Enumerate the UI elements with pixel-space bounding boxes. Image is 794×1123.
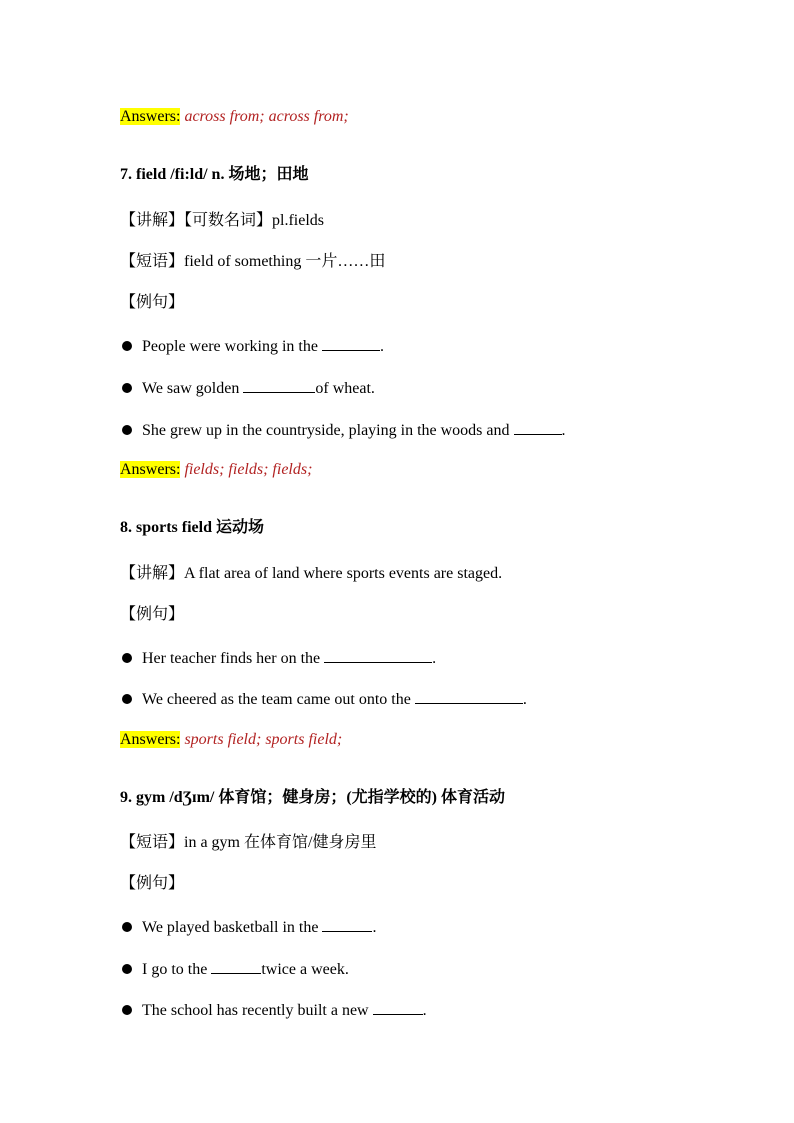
bullet-icon xyxy=(122,383,132,393)
fill-blank xyxy=(322,334,380,351)
entry-explain-sports-field: 【讲解】A flat area of land where sports events are staged. xyxy=(120,565,503,582)
entry-heading-sports-field: 8. sports field 运动场 xyxy=(120,519,265,536)
example-sentence: She grew up in the countryside, playing in the woods and . xyxy=(122,418,566,442)
entry-phrase-field: 【短语】field of something 一片……田 xyxy=(120,253,386,270)
example-sentence: The school has recently built a new . xyxy=(122,998,427,1022)
answers-line-7 xyxy=(120,459,312,481)
fill-blank xyxy=(415,687,523,704)
answers-line-6 xyxy=(120,106,349,128)
answers-text: fields; fields; fields; xyxy=(184,461,313,478)
entry-heading-field: 7. field /fi:ld/ n. 场地；田地 xyxy=(120,166,309,183)
examples-label: 【例句】 xyxy=(120,606,185,623)
bullet-icon xyxy=(122,922,132,932)
bullet-icon xyxy=(122,694,132,704)
bullet-icon xyxy=(122,964,132,974)
bullet-icon xyxy=(122,341,132,351)
example-sentence: We cheered as the team came out onto the . xyxy=(122,687,527,711)
example-sentence: I go to the twice a week. xyxy=(122,957,349,981)
answers-text: across from; across from; xyxy=(184,108,349,125)
answers-text: sports field; sports field; xyxy=(184,731,343,748)
examples-label: 【例句】 xyxy=(120,294,185,311)
fill-blank xyxy=(514,418,562,435)
example-sentence: Her teacher finds her on the . xyxy=(122,646,436,670)
bullet-icon xyxy=(122,425,132,435)
answers-line-8 xyxy=(120,729,342,751)
example-sentence: We played basketball in the . xyxy=(122,915,376,939)
examples-label: 【例句】 xyxy=(120,875,185,892)
entry-explain-field: 【讲解】【可数名词】pl.fields xyxy=(120,212,324,229)
fill-blank xyxy=(211,957,261,974)
answers-label: Answers: xyxy=(120,731,181,748)
fill-blank xyxy=(324,646,432,663)
entry-phrase-gym: 【短语】in a gym 在体育馆/健身房里 xyxy=(120,834,377,851)
answers-label: Answers: xyxy=(120,461,181,478)
bullet-icon xyxy=(122,653,132,663)
answers-label: Answers: xyxy=(120,108,181,125)
example-sentence: People were working in the . xyxy=(122,334,384,358)
fill-blank xyxy=(373,998,423,1015)
entry-heading-gym: 9. gym /dƷɪm/ 体育馆；健身房；(尤指学校的) 体育活动 xyxy=(120,789,506,806)
fill-blank xyxy=(243,376,315,393)
fill-blank xyxy=(322,915,372,932)
example-sentence: We saw golden of wheat. xyxy=(122,376,375,400)
bullet-icon xyxy=(122,1005,132,1015)
